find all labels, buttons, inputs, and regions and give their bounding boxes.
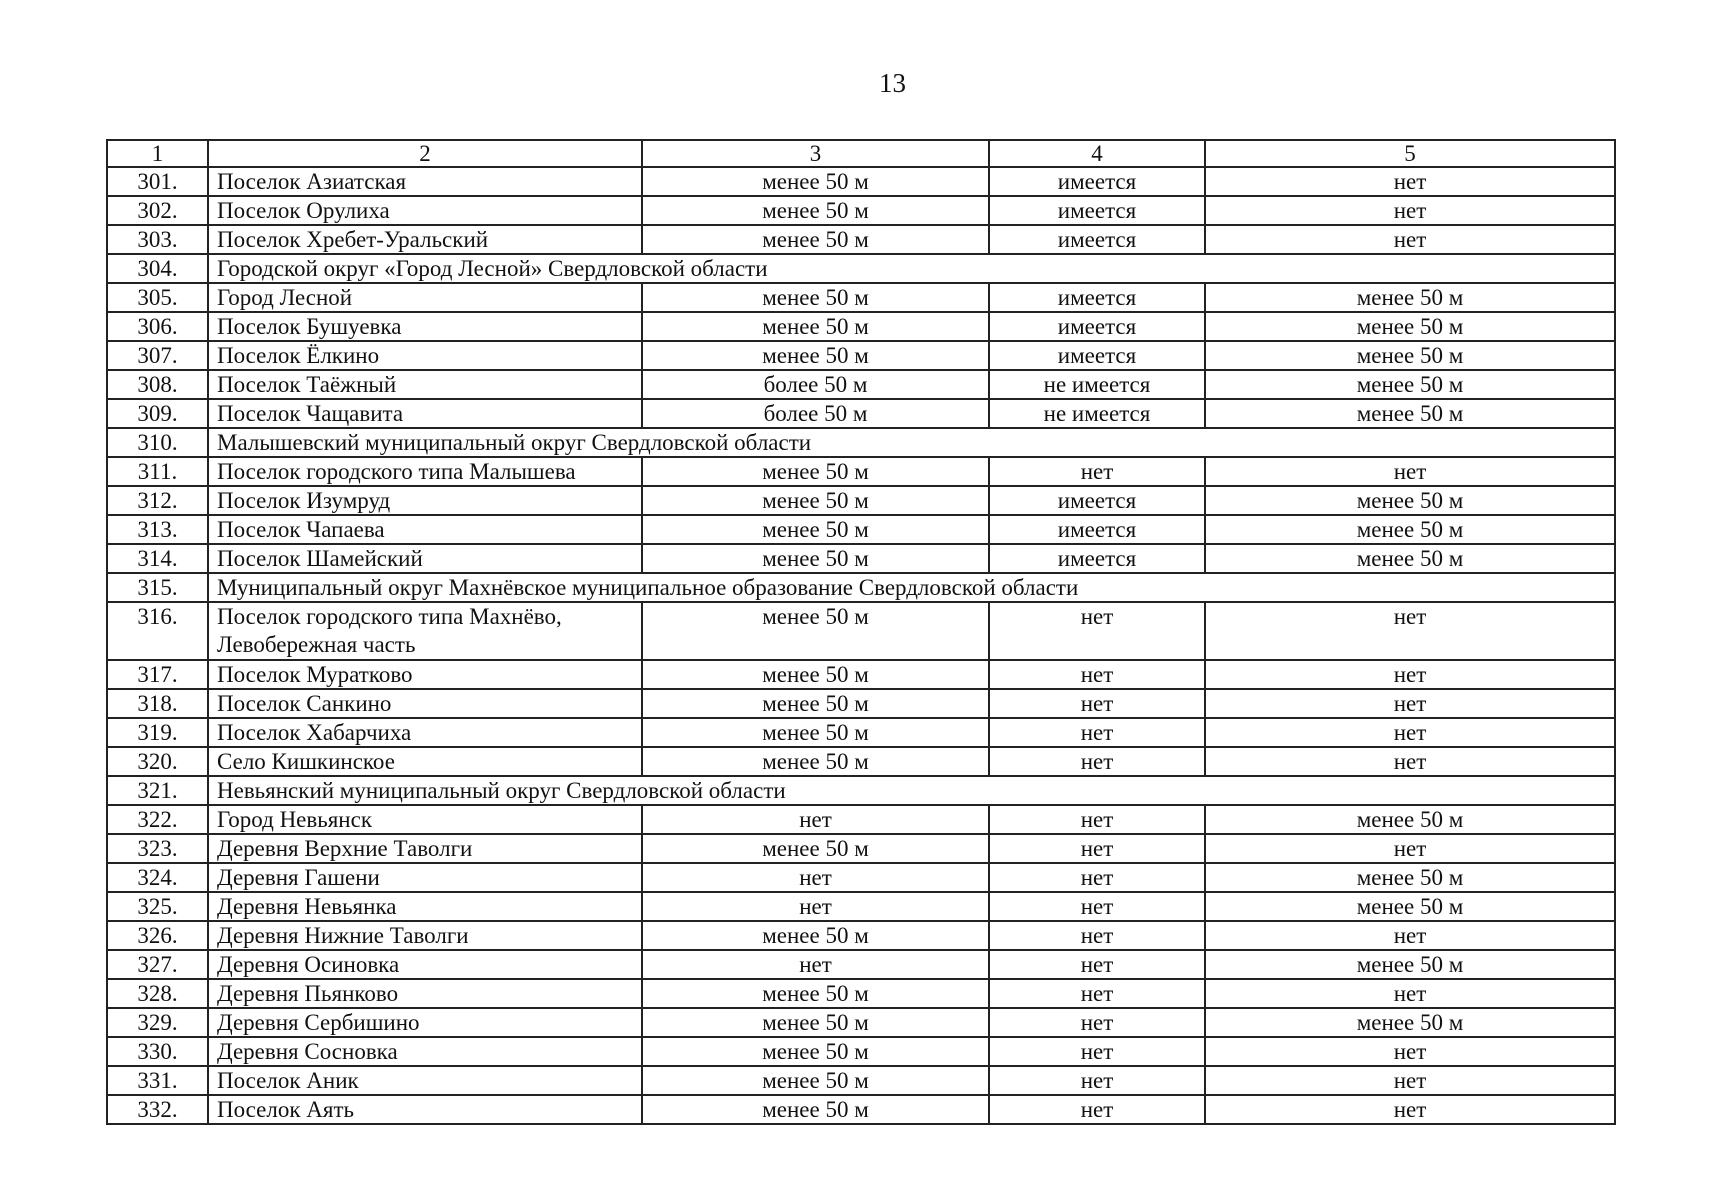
row-number: 315. [107, 573, 208, 602]
settlement-name: Поселок Хребет-Уральский [208, 225, 642, 254]
table-row [107, 341, 1615, 370]
column-4-value: не имеется [989, 370, 1205, 399]
column-5-value: менее 50 м [1205, 399, 1615, 428]
section-title: Городской округ «Город Лесной» Свердловской области [208, 254, 1615, 283]
column-3-value: менее 50 м [642, 515, 989, 544]
settlement-name: Поселок Чапаева [208, 515, 642, 544]
row-number: 312. [107, 486, 208, 515]
column-header-4: 4 [989, 140, 1205, 167]
table-row [107, 515, 1615, 544]
column-4-value: имеется [989, 167, 1205, 196]
column-4-value: нет [989, 892, 1205, 921]
row-number: 313. [107, 515, 208, 544]
column-5-value: нет [1205, 457, 1615, 486]
row-number: 303. [107, 225, 208, 254]
settlement-name-line-1: Поселок городского типа Махнёво, [217, 604, 562, 629]
table-row [107, 225, 1615, 254]
column-5-value: менее 50 м [1205, 341, 1615, 370]
column-5-value: нет [1205, 167, 1615, 196]
settlement-name: Поселок Азиатская [208, 167, 642, 196]
column-5-value: менее 50 м [1205, 1008, 1615, 1037]
settlement-name: Деревня Сербишино [208, 1008, 642, 1037]
column-3-value: менее 50 м [642, 225, 989, 254]
column-4-value: нет [989, 863, 1205, 892]
table-row [107, 1095, 1615, 1124]
settlements-table [106, 139, 1616, 1125]
column-header-5: 5 [1205, 140, 1615, 167]
settlement-name-line-2: Левобережная часть [217, 632, 416, 657]
column-4-value: нет [989, 660, 1205, 689]
column-3-value: менее 50 м [642, 312, 989, 341]
row-number: 308. [107, 370, 208, 399]
column-5-value: нет [1205, 747, 1615, 776]
column-3-value: менее 50 м [642, 457, 989, 486]
settlement-name: Деревня Нижние Таволги [208, 921, 642, 950]
column-3-value: нет [642, 950, 989, 979]
column-4-value: нет [989, 718, 1205, 747]
column-5-value: менее 50 м [1205, 950, 1615, 979]
section-title: Малышевский муниципальный округ Свердловской области [208, 428, 1615, 457]
row-number: 320. [107, 747, 208, 776]
settlement-name: Город Лесной [208, 283, 642, 312]
section-title: Муниципальный округ Махнёвское муниципальное образование Свердловской области [208, 573, 1615, 602]
column-header-1: 1 [107, 140, 208, 167]
page-number: 13 [879, 68, 906, 98]
row-number: 304. [107, 254, 208, 283]
column-5-value: нет [1205, 1066, 1615, 1095]
row-number: 332. [107, 1095, 208, 1124]
table-row [107, 979, 1615, 1008]
column-5-value: нет [1205, 689, 1615, 718]
column-4-value: имеется [989, 225, 1205, 254]
settlement-name: Поселок Ёлкино [208, 341, 642, 370]
column-5-value: нет [1205, 718, 1615, 747]
column-3-value: менее 50 м [642, 283, 989, 312]
settlement-name: Поселок Санкино [208, 689, 642, 718]
column-5-value: менее 50 м [1205, 515, 1615, 544]
settlement-name: Поселок городского типа Малышева [208, 457, 642, 486]
table-row [107, 660, 1615, 689]
row-number: 323. [107, 834, 208, 863]
table-row [107, 457, 1615, 486]
settlement-name: Поселок Аник [208, 1066, 642, 1095]
row-number: 327. [107, 950, 208, 979]
column-5-value: менее 50 м [1205, 544, 1615, 573]
table-row [107, 834, 1615, 863]
row-number: 305. [107, 283, 208, 312]
column-3-value: менее 50 м [642, 196, 989, 225]
column-4-value: нет [989, 979, 1205, 1008]
row-number: 326. [107, 921, 208, 950]
section-title: Невьянский муниципальный округ Свердловской области [208, 776, 1615, 805]
column-5-value: менее 50 м [1205, 283, 1615, 312]
settlement-name: Деревня Сосновка [208, 1037, 642, 1066]
column-3-value: менее 50 м [642, 979, 989, 1008]
column-5-value: нет [1205, 1095, 1615, 1124]
column-4-value: имеется [989, 486, 1205, 515]
row-number: 319. [107, 718, 208, 747]
column-3-value: менее 50 м [642, 1037, 989, 1066]
table-row [107, 689, 1615, 718]
table-body [107, 140, 1615, 1124]
table-row [107, 892, 1615, 921]
column-3-value: менее 50 м [642, 1066, 989, 1095]
settlement-name: Деревня Верхние Таволги [208, 834, 642, 863]
column-5-value: нет [1205, 196, 1615, 225]
table-row [107, 921, 1615, 950]
header-row [107, 140, 1615, 167]
column-3-value: более 50 м [642, 399, 989, 428]
column-4-value: имеется [989, 341, 1205, 370]
table-row [107, 544, 1615, 573]
settlement-name: Поселок Хабарчиха [208, 718, 642, 747]
column-3-value: менее 50 м [642, 544, 989, 573]
column-4-value: нет [989, 747, 1205, 776]
column-3-value: нет [642, 863, 989, 892]
settlement-name: Деревня Гашени [208, 863, 642, 892]
section-row [107, 254, 1615, 283]
settlement-name: Деревня Осиновка [208, 950, 642, 979]
column-4-value: не имеется [989, 399, 1205, 428]
column-5-value: нет [1205, 225, 1615, 254]
column-3-value: нет [642, 805, 989, 834]
row-number: 314. [107, 544, 208, 573]
column-header-2: 2 [208, 140, 642, 167]
column-5-value: менее 50 м [1205, 486, 1615, 515]
column-5-value: нет [1205, 921, 1615, 950]
column-4-value: нет [989, 457, 1205, 486]
column-3-value: менее 50 м [642, 921, 989, 950]
section-row [107, 428, 1615, 457]
column-5-value: нет [1205, 979, 1615, 1008]
settlement-name: Поселок Изумруд [208, 486, 642, 515]
column-4-value: нет [989, 1066, 1205, 1095]
table-row [107, 399, 1615, 428]
column-5-value: менее 50 м [1205, 370, 1615, 399]
section-row [107, 573, 1615, 602]
column-3-value: менее 50 м [642, 602, 989, 660]
column-4-value: нет [989, 1037, 1205, 1066]
column-4-value: имеется [989, 283, 1205, 312]
column-3-value: менее 50 м [642, 660, 989, 689]
column-3-value: нет [642, 892, 989, 921]
column-5-value: менее 50 м [1205, 312, 1615, 341]
table-row [107, 1008, 1615, 1037]
row-number: 309. [107, 399, 208, 428]
row-number: 330. [107, 1037, 208, 1066]
column-3-value: менее 50 м [642, 1008, 989, 1037]
row-number: 322. [107, 805, 208, 834]
column-header-3: 3 [642, 140, 989, 167]
table-row [107, 1066, 1615, 1095]
column-4-value: нет [989, 950, 1205, 979]
column-4-value: нет [989, 1008, 1205, 1037]
table-row [107, 312, 1615, 341]
table-row [107, 167, 1615, 196]
column-4-value: нет [989, 834, 1205, 863]
column-3-value: менее 50 м [642, 689, 989, 718]
column-5-value: нет [1205, 834, 1615, 863]
row-number: 318. [107, 689, 208, 718]
row-number: 310. [107, 428, 208, 457]
table-row [107, 283, 1615, 312]
column-5-value: нет [1205, 602, 1615, 660]
column-5-value: менее 50 м [1205, 892, 1615, 921]
settlement-name: Деревня Пьянково [208, 979, 642, 1008]
settlement-name: Поселок Аять [208, 1095, 642, 1124]
column-3-value: менее 50 м [642, 167, 989, 196]
column-3-value: менее 50 м [642, 341, 989, 370]
column-4-value: нет [989, 1095, 1205, 1124]
table-row [107, 370, 1615, 399]
table-row [107, 196, 1615, 225]
row-number: 325. [107, 892, 208, 921]
table-row [107, 805, 1615, 834]
column-4-value: имеется [989, 196, 1205, 225]
column-4-value: имеется [989, 544, 1205, 573]
settlement-name: Поселок Шамейский [208, 544, 642, 573]
column-3-value: более 50 м [642, 370, 989, 399]
table-row [107, 486, 1615, 515]
settlement-name: Поселок Муратково [208, 660, 642, 689]
table-row [107, 747, 1615, 776]
row-number: 302. [107, 196, 208, 225]
column-3-value: менее 50 м [642, 718, 989, 747]
column-3-value: менее 50 м [642, 747, 989, 776]
column-3-value: менее 50 м [642, 1095, 989, 1124]
table-row [107, 1037, 1615, 1066]
row-number: 328. [107, 979, 208, 1008]
table-row [107, 718, 1615, 747]
table-row [107, 950, 1615, 979]
section-row [107, 776, 1615, 805]
row-number: 329. [107, 1008, 208, 1037]
column-5-value: нет [1205, 660, 1615, 689]
column-3-value: менее 50 м [642, 834, 989, 863]
settlement-name: Поселок Таёжный [208, 370, 642, 399]
row-number: 311. [107, 457, 208, 486]
table-row [107, 602, 1615, 660]
settlement-name: Поселок Чащавита [208, 399, 642, 428]
column-4-value: нет [989, 921, 1205, 950]
row-number: 331. [107, 1066, 208, 1095]
column-5-value: менее 50 м [1205, 863, 1615, 892]
column-4-value: нет [989, 602, 1205, 660]
table-row [107, 863, 1615, 892]
column-4-value: имеется [989, 312, 1205, 341]
column-5-value: нет [1205, 1037, 1615, 1066]
settlement-name [208, 602, 642, 660]
settlement-name: Поселок Бушуевка [208, 312, 642, 341]
row-number: 324. [107, 863, 208, 892]
row-number: 301. [107, 167, 208, 196]
settlement-name: Деревня Невьянка [208, 892, 642, 921]
row-number: 317. [107, 660, 208, 689]
column-4-value: нет [989, 689, 1205, 718]
column-4-value: нет [989, 805, 1205, 834]
settlement-name: Село Кишкинское [208, 747, 642, 776]
row-number: 306. [107, 312, 208, 341]
row-number: 321. [107, 776, 208, 805]
settlement-name: Поселок Орулиха [208, 196, 642, 225]
column-3-value: менее 50 м [642, 486, 989, 515]
row-number: 307. [107, 341, 208, 370]
settlement-name: Город Невьянск [208, 805, 642, 834]
row-number: 316. [107, 602, 208, 660]
column-5-value: менее 50 м [1205, 805, 1615, 834]
column-4-value: имеется [989, 515, 1205, 544]
